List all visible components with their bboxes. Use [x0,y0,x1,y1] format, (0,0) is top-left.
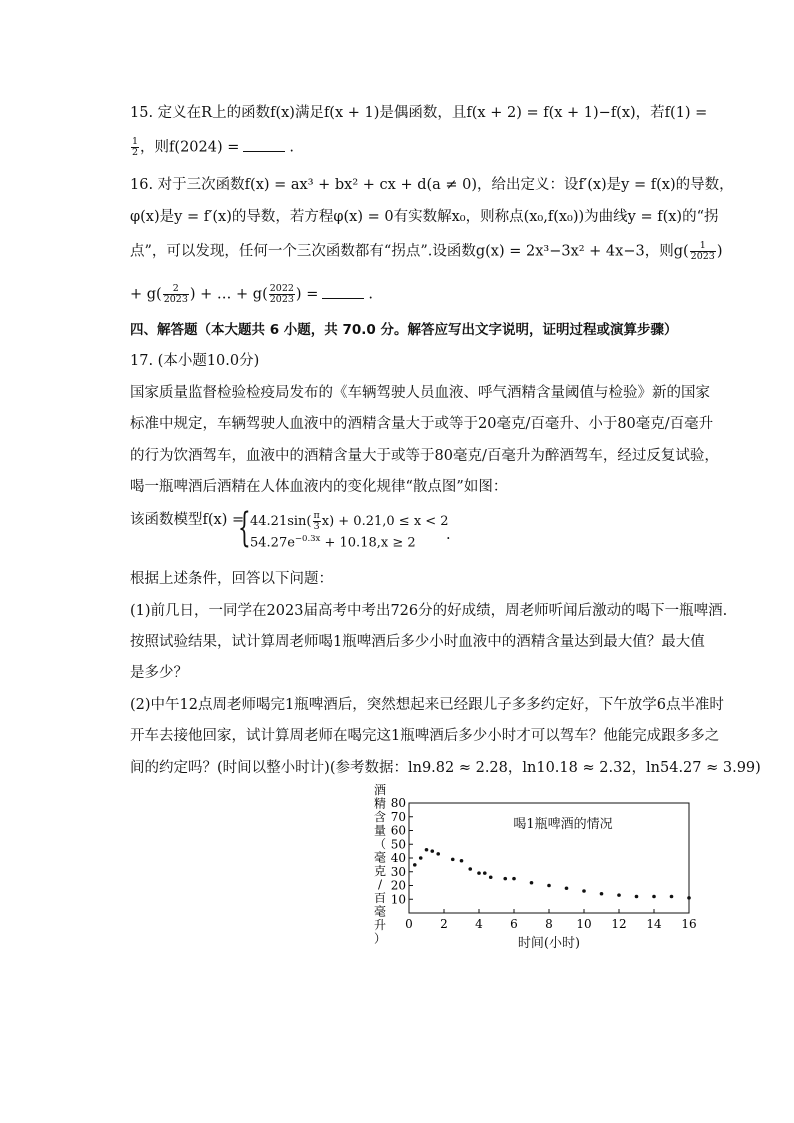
q15-fraction: $\frac{1}{2}$ [132,136,139,158]
data-point [582,889,586,893]
data-point [547,884,551,888]
q16-line4: + g( $\frac{2}{2023}$ ) + … + g( $\frac{2022}{2023}$ ) = . [130,283,373,305]
data-point [503,877,507,881]
q15-answer-blank [243,139,285,152]
y-axis-label-char: ） [373,931,387,946]
q17-s1-line1: (1)前几日，一同学在2023届高考中考出726分的好成绩，周老师听闻后激动的喝下一瓶啤酒. [130,603,728,619]
y-tick-label: 70 [390,809,406,824]
data-point [477,871,481,875]
y-axis-label-char: 毫 [373,850,387,865]
piecewise-brace: { [238,505,251,551]
y-axis-label-char: 量 [373,823,387,838]
data-point [617,893,621,897]
y-tick-label: 60 [390,823,406,838]
model-label: 该函数模型f(x) = [130,512,245,528]
model-case2: $54.27e^{-0.3x} + 10.18,x \ge 2$ [250,534,416,551]
data-point [483,871,487,875]
q17-p2: 标准中规定，车辆驾驶人血液中的酒精含量大于或等于20毫克/百毫升、小于80毫克/百毫升 [130,416,714,432]
model-end: . [446,527,451,543]
data-point [652,895,656,899]
x-tick-label: 2 [440,917,448,931]
y-axis-label-char: 升 [373,918,387,932]
y-axis-label [374,783,386,946]
q17-s2-line3: 间的约定吗？(时间以整小时计)(参考数据：ln9.82 ≈ 2.28，ln10.18 ≈ 2.32，ln54.27 ≈ 3.99) [130,760,761,776]
chart-title: 喝1瓶啤酒的情况 [513,817,613,832]
section4-heading: 四、解答题（本大题共 6 小题，共 70.0 分。解答应写出文字说明，证明过程或演算步骤） [130,322,678,338]
y-axis-label-char: 毫 [373,904,387,919]
data-point [430,849,434,853]
data-point [512,877,516,881]
x-tick-label: 0 [405,917,413,931]
data-point [436,852,440,856]
x-axis-label: 时间(小时) [517,936,581,951]
data-point [565,886,569,890]
y-tick-label: 30 [390,864,406,879]
x-tick-label: 14 [646,917,662,931]
q17-header: 17. (本小题10.0分) [130,353,260,369]
q17-s1-line2: 按照试验结果，试计算周老师喝1瓶啤酒后多少小时血液中的酒精含量达到最大值？最大值 [130,634,705,650]
data-point [419,856,423,860]
data-point [635,895,639,899]
x-tick-label: 16 [681,917,697,931]
model-case1: 44.21sin( $\frac{\pi}{3}$ x) + 0.21,0 ≤ x < 2 [250,510,449,532]
q15-line2: $\frac{1}{2}$ ，则f(2024) = . [132,136,294,158]
data-point [530,881,534,885]
y-axis-label-char: 酒 [373,783,387,797]
q17-p1: 国家质量监督检验检疫局发布的《车辆驾驶人员血液、呼气酒精含量阈值与检验》新的国家 [130,385,710,401]
y-tick-label: 20 [390,878,406,893]
data-point [489,875,493,879]
q17-s1-line3: 是多少？ [130,665,188,681]
q17-p3: 的行为饮酒驾车，血液中的酒精含量大于或等于80毫克/百毫升为醉酒驾车，经过反复试验， [130,448,719,464]
x-tick-label: 12 [611,917,627,931]
data-point [670,895,674,899]
data-point [425,848,429,852]
data-point [468,867,472,871]
y-tick-label: 80 [390,796,406,810]
q17-p5: 根据上述条件，回答以下问题： [130,571,333,587]
data-point [451,858,455,862]
y-axis-label-char: 克 [373,864,387,878]
data-point [687,896,691,900]
q16-line2: φ(x)是y = f′(x)的导数，若方程φ(x) = 0有实数解x₀，则称点(x₀,f(x₀))为曲线y = f(x)的“拐 [130,209,719,225]
data-points [413,848,691,900]
q16-line1: 16. 对于三次函数f(x) = ax³ + bx² + cx + d(a ≠ 0)，给出定义：设f′(x)是y = f(x)的导数， [130,177,734,193]
q17-p4: 喝一瓶啤酒后酒精在人体血液内的变化规律“散点图”如图： [130,479,508,495]
y-tick-label: 50 [390,837,406,852]
y-axis-label-char: 百 [373,891,387,905]
y-axis-label-char: （ [373,837,387,851]
x-tick-label: 10 [576,917,592,931]
q16-line3: 点”，可以发现，任何一个三次函数都有“拐点”.设函数g(x) = 2x³−3x² + 4x−3，则g( $\frac{1}{2023}$ ) [130,240,723,262]
y-tick-label: 10 [390,892,406,907]
alcohol-scatter-chart [368,780,698,955]
x-tick-label: 4 [475,917,483,931]
y-axis-label-char: 精 [373,796,387,811]
y-tick-label: 40 [390,851,406,865]
x-tick-label: 6 [510,917,518,931]
y-axis-label-char: 含 [373,810,387,824]
q17-s2-line2: 开车去接他回家，试计算周老师在喝完这1瓶啤酒后多少小时才可以驾车？他能完成跟多多之 [130,728,720,744]
q15-line1: 15. 定义在R上的函数f(x)满足f(x + 1)是偶函数，且f(x + 2) = f(x + 1)−f(x)，若f(1) = [130,105,708,121]
data-point [413,863,417,867]
x-tick-label: 8 [545,917,553,931]
q17-s2-line1: (2)中午12点周老师喝完1瓶啤酒后，突然想起来已经跟儿子多多约定好，下午放学6点半准时 [130,697,724,713]
data-point [600,892,604,896]
y-axis-label-char: / [377,877,383,892]
data-point [460,859,464,863]
q16-answer-blank [322,286,364,299]
